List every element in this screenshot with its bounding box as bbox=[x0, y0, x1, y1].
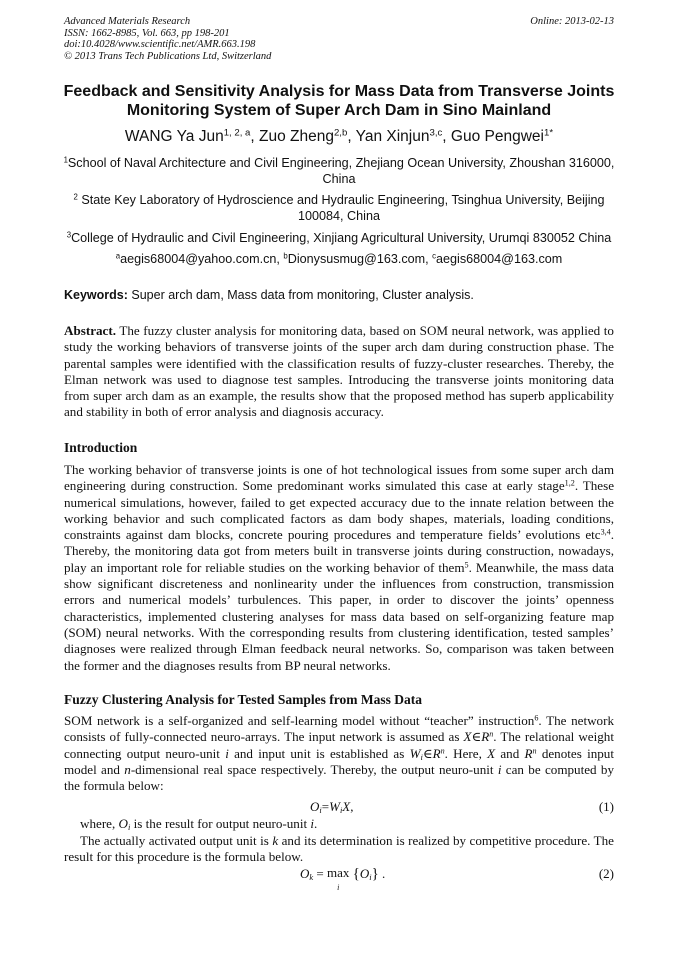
author-name: Yan Xinjun bbox=[355, 128, 430, 145]
where-line: where, $O_i$ is the result for output neuro-unit i. bbox=[80, 816, 318, 833]
journal-name: Advanced Materials Research bbox=[64, 16, 191, 27]
introduction-body: The working behavior of transverse joints is one of hot technological issues from some super arch dam engineering during construction. Some predominant works simulated this case at early stage$^{1,2}$. These numerical simulations, however, failed to get expected accuracy due to the innate relation between the working behavior and such complicated factors as dam body shapes, materials, loading conditions, constraints against dam blocks, concrete pouring procedures and temperature fields’ evolutions etc$^{3,4}$. Thereby, the monitoring data got from meters built in transverse joints during construction, nowadays, play an important role for reliable studies on the working behavior of them$^5$. Meanwhile, the mass data show significant discreteness and nonlinearity under the influences from construction, transmission errors and numerical models’ turbulences. This paper, in order to discover the joints’ openness characteristics, implemented clustering analyses for mass data based on self-organizing feature map (SOM) neural networks. With the corresponding results from clustering identification, tested samples’ diagnoses were realized through Elman feedback neural networks. So, comparison was taken between the former and the diagnoses results from BP neural networks. bbox=[64, 462, 615, 673]
section2-body: SOM network is a self-organized and self-learning model without “teacher” instruction$^6$. The network consists of fully-connected neuro-arrays. The input network is assumed as $X\in R^n$. The relational weight connecting output neuro-unit i and input unit is established as $W_i\in R^n$. Here, X and $R^n$ denotes input model and n-dimensional real space respectively. Thereby, the output neuro-unit i can be computed by the formula below: bbox=[64, 713, 614, 794]
citation: 6 bbox=[534, 713, 539, 723]
author-affil-sup: 1, 2, a bbox=[223, 127, 251, 139]
paper-title bbox=[60, 82, 618, 120]
affiliation-1: $^1$School of Naval Architecture and Civil Engineering, Zhejiang Ocean University, Zhoushan 316000, China bbox=[63, 155, 615, 186]
citation: 5 bbox=[464, 560, 469, 570]
author-affil-sup: 2,b bbox=[333, 127, 348, 139]
author-name: WANG Ya Jun bbox=[124, 128, 224, 145]
title-line-2: Monitoring System of Super Arch Dam in Sino Mainland bbox=[126, 102, 552, 119]
citation: 1,2 bbox=[564, 478, 575, 488]
affiliation-2: $^2$ State Key Laboratory of Hydroscience and Hydraulic Engineering, Tsinghua University, Beijing 100084, China bbox=[73, 192, 605, 223]
citation: 3,4 bbox=[600, 527, 611, 537]
keywords-label: Keywords: bbox=[64, 288, 128, 302]
equation-2: $O_k = \max$ i $\{O_i\}$ . bbox=[300, 865, 386, 892]
author-list: WANG Ya Jun$^{1, 2, a}$, Zuo Zheng$^{2,b}$, Yan Xinjun$^{3,c}$, Guo Pengwei$^{1*}$ bbox=[124, 127, 554, 145]
email: Dionysusmug@163.com bbox=[287, 252, 426, 266]
keywords bbox=[64, 288, 474, 302]
issn-line: ISSN: 1662-8985, Vol. 663, pp 198-201 bbox=[64, 27, 230, 39]
equation-1: $O_i=W_iX$, bbox=[310, 799, 354, 816]
author-name: Guo Pengwei bbox=[450, 128, 544, 145]
email: aegis68004@yahoo.com.cn bbox=[120, 252, 277, 266]
author-affil-sup: 1* bbox=[543, 127, 554, 139]
email: aegis68004@163.com bbox=[436, 252, 563, 266]
equation-2-number: (2) bbox=[598, 866, 614, 881]
competitive-paragraph: The actually activated output unit is k and its determination is realized by competitive procedure. The result for this procedure is the formula below. bbox=[64, 833, 614, 865]
copyright-line: © 2013 Trans Tech Publications Ltd, Switzerland bbox=[64, 50, 272, 62]
affiliation-3: $^3$College of Hydraulic and Civil Engineering, Xinjiang Agricultural University, Urumqi 830052 China bbox=[66, 230, 612, 245]
online-date: Online: 2013-02-13 bbox=[530, 16, 614, 27]
abstract-text: The fuzzy cluster analysis for monitoring data, based on SOM neural network, was applied to study the working behaviors of transverse joints of the super arch dam during construction phase. The parental samples were identified with the classification results of fuzzy-cluster researches. Thereby, the Elman network was used to diagnose test samples. Introducing the transverse joints monitoring data from super arch dam as an example, the results show that the proposed method has superb applicability and stability in both of error analysis and diagnosis accuracy. bbox=[64, 323, 614, 420]
doi-line: doi:10.4028/www.scientific.net/AMR.663.198 bbox=[64, 39, 256, 50]
introduction-heading: Introduction bbox=[64, 440, 138, 455]
email-list: $^a$aegis68004@yahoo.com.cn, $^b$Dionysusmug@163.com, $^c$aegis68004@163.com bbox=[115, 251, 563, 266]
author-affil-sup: 3,c bbox=[429, 127, 443, 139]
keywords-text: Super arch dam, Mass data from monitoring, Cluster analysis. bbox=[131, 288, 474, 302]
abstract-label: Abstract. bbox=[64, 323, 116, 338]
equation-1-number: (1) bbox=[598, 799, 614, 814]
section2-heading: Fuzzy Clustering Analysis for Tested Samples from Mass Data bbox=[64, 692, 423, 707]
journal-header bbox=[64, 16, 271, 62]
author-name: Zuo Zheng bbox=[259, 128, 334, 145]
abstract bbox=[64, 323, 614, 421]
title-line-1: Feedback and Sensitivity Analysis for Mass Data from Transverse Joints bbox=[63, 83, 615, 100]
